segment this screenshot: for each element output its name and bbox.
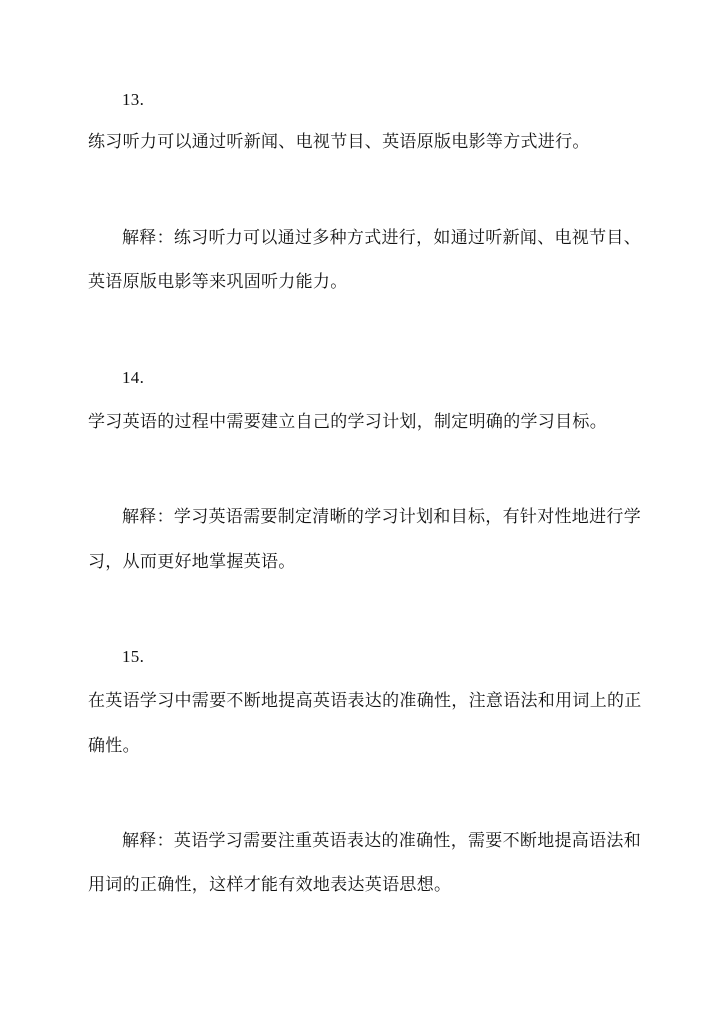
item-statement: 学习英语的过程中需要建立自己的学习计划，制定明确的学习目标。 [88,412,607,432]
item-explanation: 解释：练习听力可以通过多种方式进行，如通过听新闻、电视节目、 [122,228,641,248]
item-statement-continued: 确性。 [88,736,140,756]
item-explanation: 解释：学习英语需要制定清晰的学习计划和目标，有针对性地进行学 [122,507,641,527]
item-explanation: 解释：英语学习需要注重英语表达的准确性，需要不断地提高语法和 [122,831,641,851]
item-explanation-continued: 习，从而更好地掌握英语。 [88,552,296,572]
item-number: 14. [122,368,145,387]
item-explanation-continued: 用词的正确性，这样才能有效地表达英语思想。 [88,875,452,895]
item-number: 15. [122,647,145,666]
item-statement: 在英语学习中需要不断地提高英语表达的准确性，注意语法和用词上的正 [88,691,642,711]
item-explanation-continued: 英语原版电影等来巩固听力能力。 [88,272,348,292]
item-statement: 练习听力可以通过听新闻、电视节目、英语原版电影等方式进行。 [88,132,590,152]
item-number: 13. [122,90,145,109]
